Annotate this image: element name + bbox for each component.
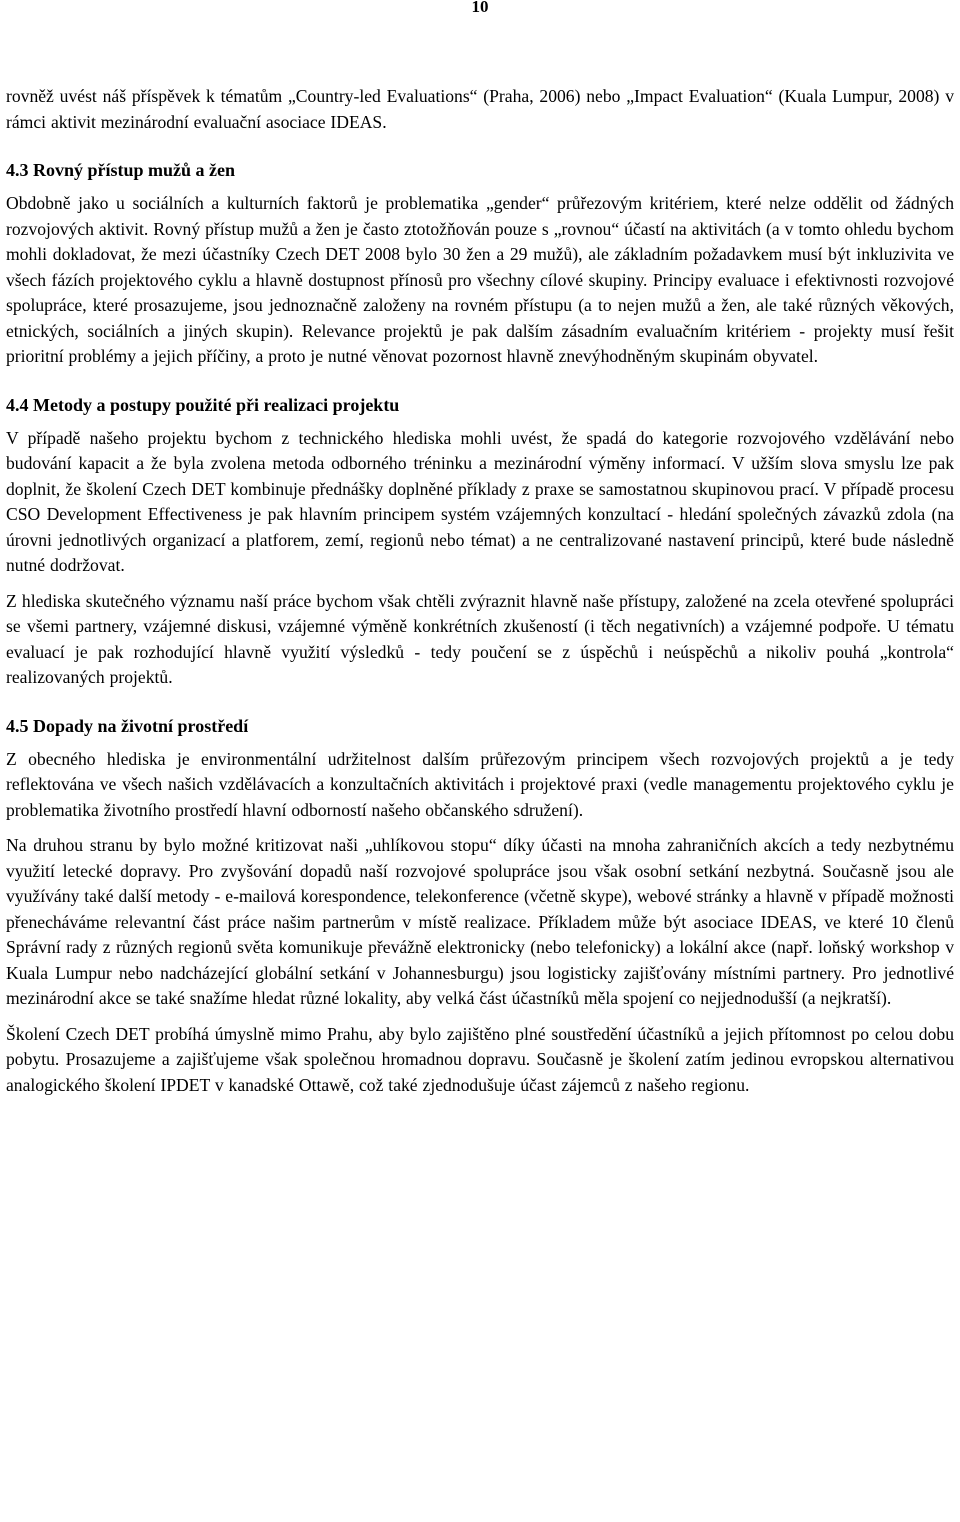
section-4-5-paragraph-2: Na druhou stranu by bylo možné kritizovat naši „uhlíkovou stopu“ díky účasti na mnoha zahraničních akcích a tedy nezbytnému využití letecké dopravy. Pro zvyšování dopadů naší rozvojové spolupráce jsou však osobní setkání nezbytná. Současně jsou ale využívány také další metody - e-mailová korespondence, telekonference (včetně skype), webové stránky a hlavně v případě možnosti přenecháváme relevantní část práce našim partnerům v místě realizace. Příkladem může být asociace IDEAS, ve které 10 členů Správní rady z různých regionů světa komunikuje převážně elektronicky (nebo telefonicky) a lokální akce (např. loňský workshop v Kuala Lumpur nebo nadcházející globální setkání v Johannesburgu) jsou logisticky zajišťovány místními partnery. Pro jednotlivé mezinárodní akce se také snažíme hledat různé lokality, aby velká část účastníků měla spojení co nejjednodušší (a nejkratší). [6, 835, 954, 1008]
section-4-4-paragraph-2: Z hlediska skutečného významu naší práce bychom však chtěli zvýraznit hlavně naše přístupy, založené na zcela otevřené spolupráci se všemi partnery, vzájemné diskusi, vzájemné výměně konkrétních zkušeností (i těch negativních) a vzájemné podpoře. U tématu evaluací je pak rozhodující hlavně využití výsledků - tedy poučení se z úspěchů i neúspěchů a nikoliv pouhá „kontrola“ realizovaných projektů. [6, 590, 954, 687]
section-4-5-paragraph-1: Z obecného hlediska je environmentální udržitelnost dalším průřezovým principem všech rozvojových projektů a je tedy reflektována ve všech našich vzdělávacích a konzultačních aktivitách i projektové praxi (vedle managementu projektového cyklu je problematika životního prostředí hlavní odborností našeho občanského sdružení). [6, 748, 954, 820]
section-heading-4-5: 4.5 Dopady na životní prostředí [6, 715, 249, 736]
page-number: 10 [471, 0, 489, 16]
intro-paragraph: rovněž uvést náš příspěvek k tématům „Country-led Evaluations“ (Praha, 2006) nebo „Impact Evaluation“ (Kuala Lumpur, 2008) v rámci aktivit mezinárodní evaluační asociace IDEAS. [6, 86, 954, 132]
section-heading-4-3: 4.3 Rovný přístup mužů a žen [6, 160, 236, 180]
section-heading-4-4: 4.4 Metody a postupy použité při realizaci projektu [6, 394, 400, 415]
page-content [6, 84, 954, 1098]
section-4-5-paragraph-3: Školení Czech DET probíhá úmyslně mimo Prahu, aby bylo zajištěno plné soustředění účastníků a jejich přítomnost po celou dobu pobytu. Prosazujeme a zajišťujeme však společnou hromadnou dopravu. Současně je školení zatím jedinou evropskou alternativou analogického školení IPDET v kanadské Ottawě, což také zjednodušuje účast zájemců z našeho regionu. [6, 1023, 954, 1095]
section-4-3-paragraph-1: Obdobně jako u sociálních a kulturních faktorů je problematika „gender“ průřezovým kritériem, které nelze oddělit od žádných rozvojových aktivit. Rovný přístup mužů a žen je často ztotožňován pouze s „rovnou“ účastí na aktivitách (a v tomto ohledu bychom mohli dokladovat, že mezi účastníky Czech DET 2008 bylo 30 žen a 29 mužů), ale základním požadavkem musí být inkluzivita ve všech fázích projektového cyklu a hlavně dostupnost přínosů pro všechny cílové skupiny. Principy evaluace i efektivnosti rozvojové spolupráce, které prosazujeme, jsou jednoznačně založeny na rovném přístupu (a to nejen mužů a žen, ale také různých věkových, etnických, sociálních a jiných skupin). Relevance projektů je pak dalším zásadním evaluačním kritériem - projekty musí řešit prioritní problémy a jejich příčiny, a proto je nutné věnovat pozornost hlavně znevýhodněným skupinám obyvatel. [6, 193, 954, 366]
section-4-4-paragraph-1: V případě našeho projektu bychom z technického hlediska mohli uvést, že spadá do kategorie rozvojového vzdělávání nebo budování kapacit a že byla zvolena metoda odborného tréninku a mezinárodní výměny informací. V užším slova smyslu lze pak doplnit, že školení Czech DET kombinuje přednášky doplněné příklady z praxe se samostatnou skupinovou prací. V případě procesu CSO Development Effectiveness je pak hlavním principem systém vzájemných konzultací - hledání společných závazků zdola (na úrovni jednotlivých organizací a platforem, zemí, regionů nebo témat) a ne centralizované nastavení principů, které bude následně nutné dodržovat. [6, 427, 954, 575]
